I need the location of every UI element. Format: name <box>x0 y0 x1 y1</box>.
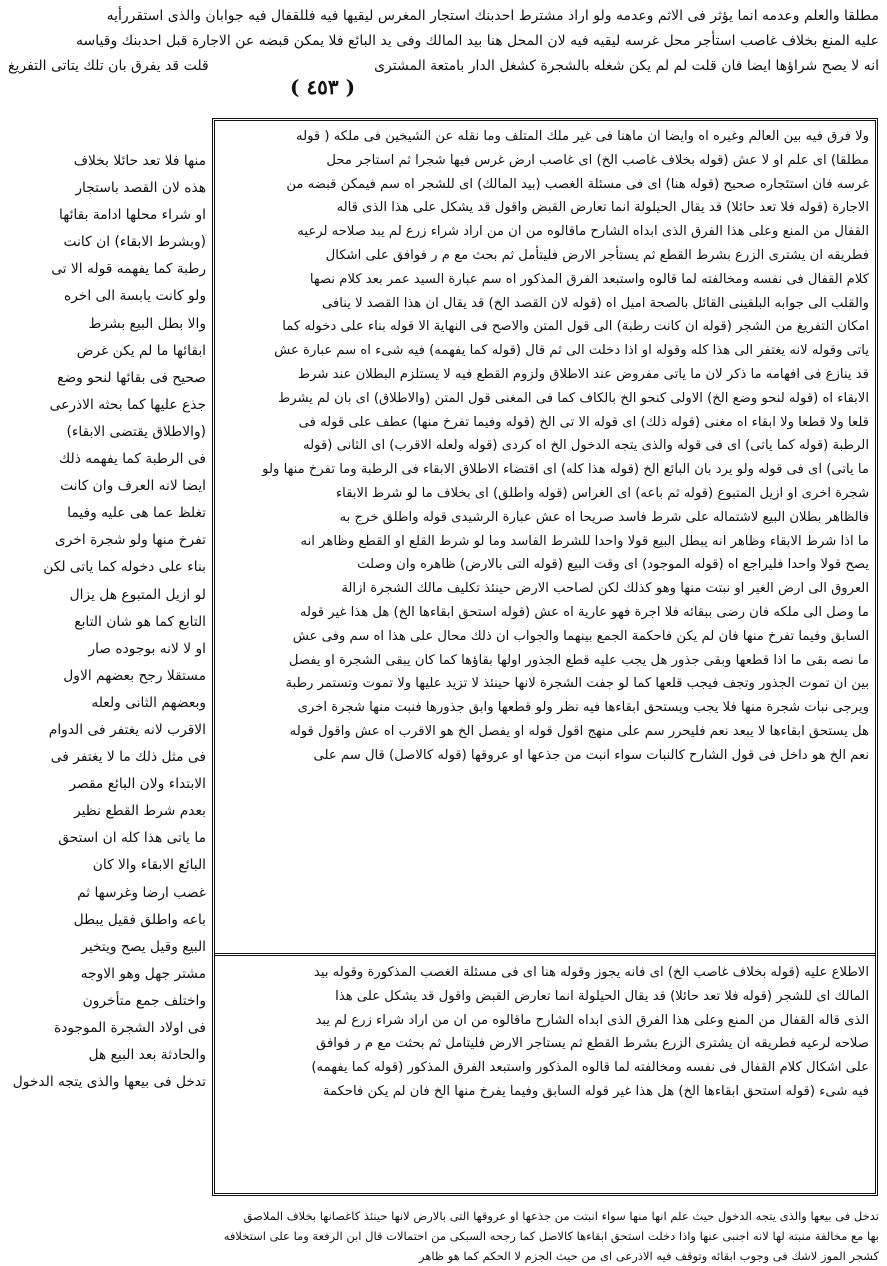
commentary-upper-line: قلعا ولا قطعا ولا ابقاء اه مغنى (قوله ذلك) اى قوله الا تى الخ (قوله وفيما تفرخ منها) عطف على قوله فى <box>298 414 869 430</box>
margin-text-line: تفرخ منها ولو شجرة اخرى <box>54 532 206 549</box>
margin-text-line: صحيح فى بقائها لنحو وضع <box>57 369 206 386</box>
margin-text-line: التابع كما هو شان التابع <box>74 613 206 630</box>
commentary-upper-line: قد ينازع فى افهامه ما ذكر لان ما ياتى مفروض عند الاطلاق ولزوم القطع فيه لا يستلزم البطلان عند شرط <box>297 366 869 382</box>
margin-text-line: او شراء محلها ادامة بقائها <box>59 207 206 224</box>
commentary-lower-line: فيه شىء (قوله استحق ابقاءها الخ) هل هذا غير قوله السابق وفيما يفرخ منها الخ فان لم يكن فاحكمة <box>322 1083 869 1099</box>
commentary-upper-line: القفال من المنع وعلى هذا الفرق الذى ابداه الشارح ماقالوه من ان من اراد شراء زرع لم يبد صلاحه لرعيه <box>297 224 869 240</box>
commentary-lower-line: صلاحه لرعيه فطريقه ان يشترى الزرع بشرط القطع ثم يستاجر الارض فليتامل ثم بحثت مع م ر فوافق <box>316 1036 869 1052</box>
header-text-line: انه لا يصح شراؤها ايضا فان قلت لم لم يكن شغله بالشجرة كشغل الدار بامتعة المشترى <box>374 58 879 74</box>
footer-text-line: بها مع مخالفة منبته لها لانه اجنبى عنها واذا دخلت استحق ابقاءها كالاصل كما رجحه السبكى من احتمالات قال ابن الرفعة وما على استخلافه <box>223 1229 879 1243</box>
header-text-block <box>8 4 879 108</box>
margin-text-column <box>6 148 206 1198</box>
margin-text-line: غصب ارضا وغرسها ثم <box>77 884 206 901</box>
commentary-upper-line: فالظاهر بطلان البيع لاشتماله على شرط فاسد صريحا اه عش عبارة الرشيدى قوله واطلق خرج به <box>339 509 869 525</box>
commentary-upper-line: السابق وفيما تفرخ منها فان لم يكن فاحكمة الجمع بينهما والجواب ان ذلك محال على هذا اه سم وفى عش <box>292 628 869 644</box>
margin-text-line: فى مثل ذلك ما لا يغتفر فى <box>50 749 206 766</box>
commentary-upper-line: بين ان تموت الجذور وتجف فيجب قلعها كما لو جفت الشجرة لانها حينئذ لا تزيد عليها ولا تموت وتستمر رطبة <box>285 676 869 692</box>
margin-text-line: منها فلا تعد حائلا بخلاف <box>73 153 206 169</box>
commentary-upper-line: غرسه فان استئجاره صحيح (قوله هنا) اى فى مسئلة الغصب (بيد المالك) اى للشجر اه سم فيمكن قبضه من <box>286 176 869 192</box>
commentary-box-upper <box>221 125 869 949</box>
margin-text-line: البيع وقيل يصح ويتخير <box>81 938 206 955</box>
commentary-upper-line: ما نصه بقى ما اذا قطعها وبقى جذور هل يجب عليه قطع الجذور اولها بقاؤها كما كان يبقى الشجرة او يفصل <box>288 652 869 668</box>
margin-text-line: وبعضهم الثانى ولعله <box>91 694 206 711</box>
commentary-frame <box>212 118 878 1196</box>
margin-text-line: ابقائها ما لم يكن غرض <box>76 342 206 359</box>
commentary-lower-line: المالك اى للشجر (قوله فلا تعد حائلا) قد يقال الحيلولة انما تعارض القبض واقول قد يشكل على هذا <box>335 988 869 1004</box>
commentary-box-lower <box>221 961 869 1193</box>
margin-text-line: باعه واطلق فقيل يبطل <box>73 911 206 928</box>
commentary-lower-line: الذى قاله القفال من المنع وعلى هذا الفرق الذى ابداه الشارح ماقالوه من ان من اراد شراء زرع لم يبد <box>315 1012 869 1028</box>
margin-text-line: (والاطلاق يقتضى الابقاء) <box>66 423 206 440</box>
commentary-lower-line: الاطلاع عليه (قوله بخلاف غاصب الخ) اى فانه يجوز وقوله هنا اى فى مسئلة الغصب المذكورة وقوله بيد <box>313 965 869 980</box>
margin-text-line: واختلف جمع متأخرون <box>82 992 206 1009</box>
commentary-upper-line: الابقاء اه (قوله لنحو وضع الخ) الاولى كنحو الخ بالكاف كما فى المغنى قول المتن (والاطلاق) اى بان لم يشرط <box>278 390 869 406</box>
header-split-row <box>8 54 879 79</box>
margin-text-line: او لا لانه بوجوده صار <box>88 640 206 657</box>
commentary-upper-line: يصح قولا واحدا فليراجع اه (قوله الموجود) اى وقت البيع (قوله التى بالارض) ظاهره وان وصلت <box>357 557 869 573</box>
margin-text-line: (وبشرط الابقاء) ان كانت <box>63 234 206 251</box>
margin-text-line: فى اولاد الشجرة الموجودة <box>53 1020 206 1036</box>
margin-text-line: الاقرب لانه يغتفر فى الدوام <box>48 721 206 738</box>
commentary-upper-line: ويرجى نبات شجرة منها فلا يجب ويستحق ابقاءها فيه نظر ولو قطعها وابق جذورها فنبت منها شجرة اخرى <box>297 700 869 716</box>
commentary-upper-line: كلام القفال فى نفسه ومخالفته لما قالوه واستبعد الفرق المذكور اه سم عبارة السيد عمر بعد كلام نصها <box>309 271 869 287</box>
footer-text-block <box>8 1206 879 1263</box>
margin-text-line: فى الرطبة كما يفهمه ذلك <box>58 451 206 468</box>
margin-text-line: والا بطل البيع بشرط <box>88 315 206 332</box>
commentary-upper-line: العروق الى ارض الغير او نبتت منها وهو كذلك لكن لصاحب الارض حينئذ تكليف مالك الشجرة ازالة <box>341 581 869 597</box>
margin-text-line: ولو كانت يابسة الى اخره <box>63 288 206 305</box>
margin-text-line: لو ازيل المتبوع هل يزال <box>69 586 206 603</box>
commentary-upper-line: والقلب الى جوابه البلقينى القائل بالصحة اميل اه (قوله لان القصد الخ) قد يقال ان هذا القصد لا ينافى <box>321 295 869 311</box>
page-number: ( ٤٥٣ ) <box>290 75 356 99</box>
commentary-upper-line: الاجارة (قوله فلا تعد حائلا) قد يقال الحيلولة انما تعارض القبض واقول قد يشكل على هذا الذى قاله <box>336 200 869 216</box>
header-text-line: مطلقا والعلم وعدمه انما يؤثر فى الاثم وعدمه ولو اراد مشترط احدبنك استجار المغرس ليقيها فيه فللقفال فيه جوابان والذى استقررأيه <box>106 8 879 24</box>
margin-text-line: ايضا لانه العرف وان كانت <box>60 478 206 495</box>
commentary-upper-line: ما وصل الى ملكه فان رضى ببقائه فلا اجرة فهو عارية اه عش (قوله استحق ابقاءها الخ) هل هذا غير قوله <box>299 604 869 620</box>
header-text-line: قلت قد يفرق بان تلك يتاتى التفريغ <box>8 58 209 74</box>
margin-text-line: تغلظ عما هى عليه وفيما <box>67 505 206 522</box>
commentary-upper-line: هل يستحق ابقاءها لا يبعد نعم فليحرر سم على منهج اقول قوله او يفصل الخ هو الاقرب اه عش واقول قوله <box>289 723 869 739</box>
footer-text-line: كشجر الموز لاشك فى وجوب ابقائه وتوقف فيه الاذرعى اى من حيث الجزم لا الحكم كما هو ظاهر <box>418 1249 879 1263</box>
header-text-line: عليه المنع بخلاف غاصب استأجر محل غرسه ليقيه فيه لان المحل هنا بيد المالك وفى يد البائع فلا يمكن قبضه عن الاجارة قبل احدبنك وقياسه <box>76 33 879 49</box>
commentary-upper-line: نعم الخ هو داخل فى قول الشارح كالنبات سواء انبت من جذعها او عروقها (قوله كالاصل) قال سم على <box>313 747 869 763</box>
commentary-upper-line: امكان التفريغ من الشجر (قوله ان كانت رطبة) الى قول المتن والاصح فى النهاية الا قوله بناء على دخوله كما <box>282 319 869 335</box>
margin-text-line: مشتر جهل وهو الاوجه <box>80 965 206 982</box>
commentary-upper-line: ما اذا شرط الابقاء وظاهر انه يبطل البيع قولا واحدا للشرط الفاسد وما لو شرط القلع او القطع وظاهر انه <box>300 533 869 549</box>
commentary-upper-line: مطلقا) اى علم او لا عش (قوله بخلاف غاصب الخ) اى غاصب ارض غرس فيها شجرا ثم استاجر محل <box>326 152 869 168</box>
margin-text-line: هذه لان القصد باستجار <box>75 180 206 197</box>
commentary-upper-line: الرطبة (قوله كما ياتى) اى فى قوله والذى يتجه الدخول الخ اه كردى (قوله ولعله الاقرب) اى الثانى (قوله <box>303 438 869 454</box>
margin-text-line: جذع عليها كما بحثه الاذرعى <box>49 396 206 413</box>
margin-text-line: تدخل فى بيعها والذى يتجه الدخول <box>12 1074 206 1091</box>
margin-text-line: بعدم شرط القطع نظير <box>74 803 206 820</box>
margin-text-line: الابتداء ولان البائع مقصر <box>69 776 206 793</box>
commentary-upper-line: ياتى وقوله لانه يغتفر الى هذا كله وقوله او اذا دخلت الى ثم قال (قوله كما يفهمه) فيه شىء اه سم عبارة عش <box>274 343 869 359</box>
box-divider <box>215 953 875 956</box>
commentary-upper-line: فطريقه ان يشترى الزرع بشرط القطع ثم يستأجر الارض فليتأمل ثم بحث مع م ر فوافق على اشكال <box>325 247 869 263</box>
footer-text-line: تدخل فى بيعها والذى يتجه الدخول حيث علم انها منها سواء انبتت من جذعها او عروقها التى بالارض لانها حينئذ كاغصانها بخلاف الملاصق <box>243 1209 879 1223</box>
commentary-upper-line: شجرة اخرى او ازيل المتبوع (قوله ثم باعه) اى الغراس (قوله واطلق) اى بخلاف ما لو شرط الابقاء <box>335 485 869 501</box>
margin-text-line: والحادثة بعد البيع هل <box>88 1047 206 1064</box>
margin-text-line: مستقلا رجح بعضهم الاول <box>63 667 206 684</box>
commentary-upper-line: ولا فرق فيه بين العالم وغيره اه وايضا ان ماهنا فى غير ملك المتلف وما نقله عن الشيخين فى ملكه ( قوله <box>296 129 869 144</box>
margin-text-line: ما ياتى هذا كله ان استحق <box>58 830 206 847</box>
margin-text-line: رطبة كما يفهمه قوله الا تى <box>51 261 206 278</box>
commentary-upper-line: ما ياتى) اى فى قوله ولو يرد بان البائع الخ (قوله هذا كله) اى اقتضاء الاطلاق الابقاء فى الرطبة وما تفرخ منها ولو <box>262 462 869 478</box>
margin-text-line: بناء على دخوله كما ياتى لكن <box>43 559 206 576</box>
commentary-lower-line: على اشكال كلام القفال فى نفسه ومخالفته لما قالوه المذكور واستبعد الفرق المذكور (قوله كما يفهمه) <box>311 1060 869 1076</box>
margin-text-line: البائع الابقاء والا كان <box>92 857 206 874</box>
